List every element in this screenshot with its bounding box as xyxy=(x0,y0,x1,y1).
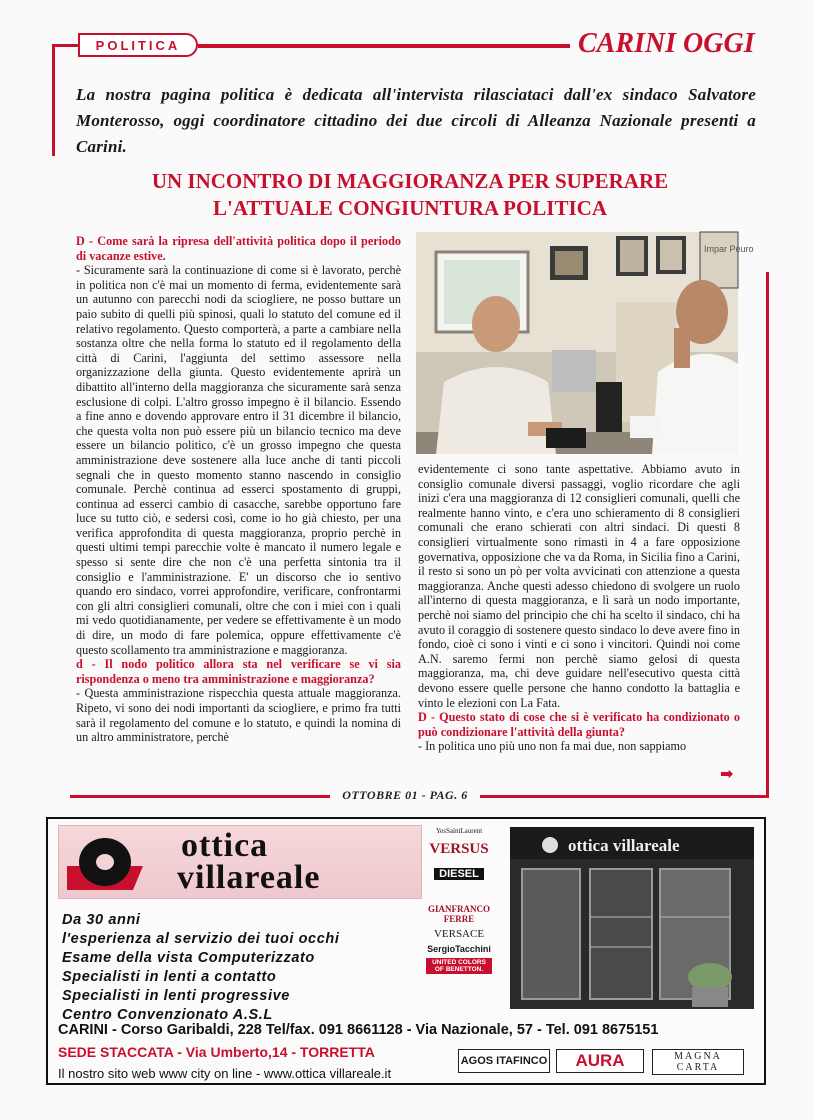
advertisement xyxy=(46,817,766,1085)
masthead: CARINI OGGI xyxy=(578,28,755,59)
eye-logo-icon xyxy=(67,836,143,890)
ad-logo-line-1: ottica xyxy=(181,827,269,864)
ad-logo-text xyxy=(177,827,321,896)
ad-logo-line-2: villareale xyxy=(177,859,321,896)
headline-line-2: L'ATTUALE CONGIUNTURA POLITICA xyxy=(212,196,607,220)
answer-1: - Sicuramente sarà la continuazione di come si è lavorato, perchè in politica non c'è mai un momento di ferma, evidentemente sarà un autunno con parecchi nodi da sciogliere, ne posso buttare un paio subito di quelli più spinosi, quali lo statuto del comune ed il relativo regolamento. Questo comporterà, a parte a cambiare nella sostanza oltre che nella forma lo statuto ed il regolamento della città di Carini, l'aggiunta del settimo assessore nella organizzazione della giunta. Questo evidentemente aprirà un dibattito all'interno della maggioranza che sicuramente sarà senza esclusione di colpi. L'altro grosso impegno è il bilancio. Essendo a fine anno e dovendo approvare entro il 31 dicembre il bilancio, che questa volta non può essere più un bilancio tecnico ma deve essere un bilancio politico, c'è un grosso impegno che questa amministrazione deve sostenere alla luce anche di tanti piccoli segnali che in questo momento stanno nascendo in consiglio comunale. Perchè continua ad esserci spostamento di gruppi, continua ad esserci cambio di casacche, sarebbe opportuno fare luce su tutto ciò, e sedersi così, come io ho già chiesto, per una verifica approfondita di questa maggioranza, proprio perchè in questi ultimi tempi parecchie volte è mancato il numero legale e spesso si sente dire che non c'è una perfetta sintonia tra il consiglio e l'amministrazione. E' un discorso che io sentivo quando ero sindaco, vorrei approfondire, verificare, confrontarmi con gli altri consiglieri comunali, oltre che con i miei con i quali mi vedo quotidianamente, per vedere se effettivamente è un modo di dire, un modo di fare polemica, oppure effettivamente c'è questo scollamento tra amministrazione e maggioranza. xyxy=(76,263,401,657)
question-2: d - Il nodo politico allora sta nel verificare se vi sia rispondenza o meno tra amministrazione e maggioranza? xyxy=(76,657,401,686)
brand-list xyxy=(426,827,492,978)
brand-diesel: DIESEL xyxy=(434,868,484,880)
continue-arrow-icon: ➡ xyxy=(720,764,734,783)
answer-3: - In politica uno più uno non fa mai due, non sappiamo xyxy=(418,739,687,754)
shop-front-illustration xyxy=(510,827,754,1009)
right-frame-rule xyxy=(766,272,769,798)
page-footer: OTTOBRE 01 - PAG. 6 xyxy=(330,788,480,804)
ad-tagline: Esame della vista Computerizzato xyxy=(62,950,315,966)
photo-sign-text: Impar Peuro xyxy=(704,244,754,254)
brand-benetton: UNITED COLORS OF BENETTON. xyxy=(426,958,492,974)
shop-address: CARINI - Corso Garibaldi, 228 Tel/fax. 091 8661128 - Via Nazionale, 57 - Tel. 091 8675151 xyxy=(58,1022,659,1038)
section-tag: POLITICA xyxy=(78,33,198,57)
branch-address: SEDE STACCATA - Via Umberto,14 - TORRETTA xyxy=(58,1044,375,1060)
shop-sign-text: ottica villareale xyxy=(568,836,680,855)
left-frame-top xyxy=(52,44,80,47)
ad-tagline: l'esperienza al servizio dei tuoi occhi xyxy=(62,931,340,947)
answer-2-continued: evidentemente ci sono tante aspettative. Abbiamo avuto in consiglio comunale diversi passaggi, voglio ricordare che agli inizi c'era una maggioranza di 12 consiglieri comunali, quelli che realmente hanno vinto, e c'era uno schieramento di 8 consiglieri comunali che erano schierati con altri sindaci. Di questi 8 consiglieri virtualmente sono rimasti in 4 a fare opposizione governativa, opposizione che va da Roma, in Sicilia fino a Carini, il resto si sono un pò per volta avvicinati con attenzione a questa maggioranza. Anche questi adesso chiedono di svolgere un ruolo all'interno di questa maggioranza, e lì sarà un nodo importante, perchè noi siamo del principio che chi ha scelto il sindaco, chi ha avuto il coraggio di sostenere questo sindaco lo deve avere fino in fondo, cioè ci sono i vinti e ci sono i vincitori. Quindi noi come A.N. saremo fermi non perchè siamo gelosi di questa maggioranza, ma, chi deve guidare nell'esecutivo questa città devono essere quelle persone che hanno condotto la battaglia e vinto le elezioni con La Fata. xyxy=(418,462,740,710)
interview-photo-illustration xyxy=(416,232,754,454)
left-frame-rule xyxy=(52,44,55,156)
article-column-left xyxy=(76,234,401,745)
partner-agos: AGOS ITAFINCO xyxy=(458,1049,550,1073)
brand-ferre: GIANFRANCO FERRE xyxy=(428,904,490,924)
brand-sergio-tacchini: SergioTacchini xyxy=(427,944,491,954)
ad-tagline: Da 30 anni xyxy=(62,912,141,928)
ad-logo-box xyxy=(58,825,422,899)
brand-ysl: YesSaintLaurent xyxy=(435,827,483,835)
ad-tagline: Centro Convenzionato A.S.L xyxy=(62,1007,273,1023)
headline-line-1: UN INCONTRO DI MAGGIORANZA PER SUPERARE xyxy=(151,169,669,193)
partner-magna-carta: MAGNA CARTA xyxy=(652,1049,744,1075)
intro-paragraph: La nostra pagina politica è dedicata all'intervista rilasciataci dall'ex sindaco Salvatore Monterosso, oggi coordinatore cittadino dei due circoli di Alleanza Nazionale presenti a Carini. xyxy=(76,85,756,156)
question-1: D - Come sarà la ripresa dell'attività politica dopo il periodo di vacanze estive. xyxy=(76,234,401,263)
header-rule xyxy=(198,44,570,48)
partner-aura: AURA xyxy=(556,1049,644,1073)
website-line: Il nostro sito web www city on line - www.ottica villareale.it xyxy=(58,1066,392,1081)
ad-taglines xyxy=(62,911,339,1025)
brand-versus: VERSUS xyxy=(429,841,489,857)
brand-versace: VERSACE xyxy=(433,928,485,940)
interview-photo xyxy=(416,232,754,454)
ad-tagline: Specialisti in lenti a contatto xyxy=(62,969,277,985)
ad-tagline: Specialisti in lenti progressive xyxy=(62,988,290,1004)
headline xyxy=(80,168,740,222)
shop-photo xyxy=(510,827,754,1009)
question-3: D - Questo stato di cose che si è verificato ha condizionato o può condizionare l'attività della giunta? xyxy=(418,710,740,739)
article-column-right xyxy=(418,462,740,754)
answer-2: - Questa amministrazione rispecchia questa attuale maggioranza. Ripeto, vi sono dei nodi importanti da sciogliere, e primo fra tutti sarà il regolamento del comune e lo statuto, e quindi la nomina di un altro amministratore, perchè xyxy=(76,686,401,745)
